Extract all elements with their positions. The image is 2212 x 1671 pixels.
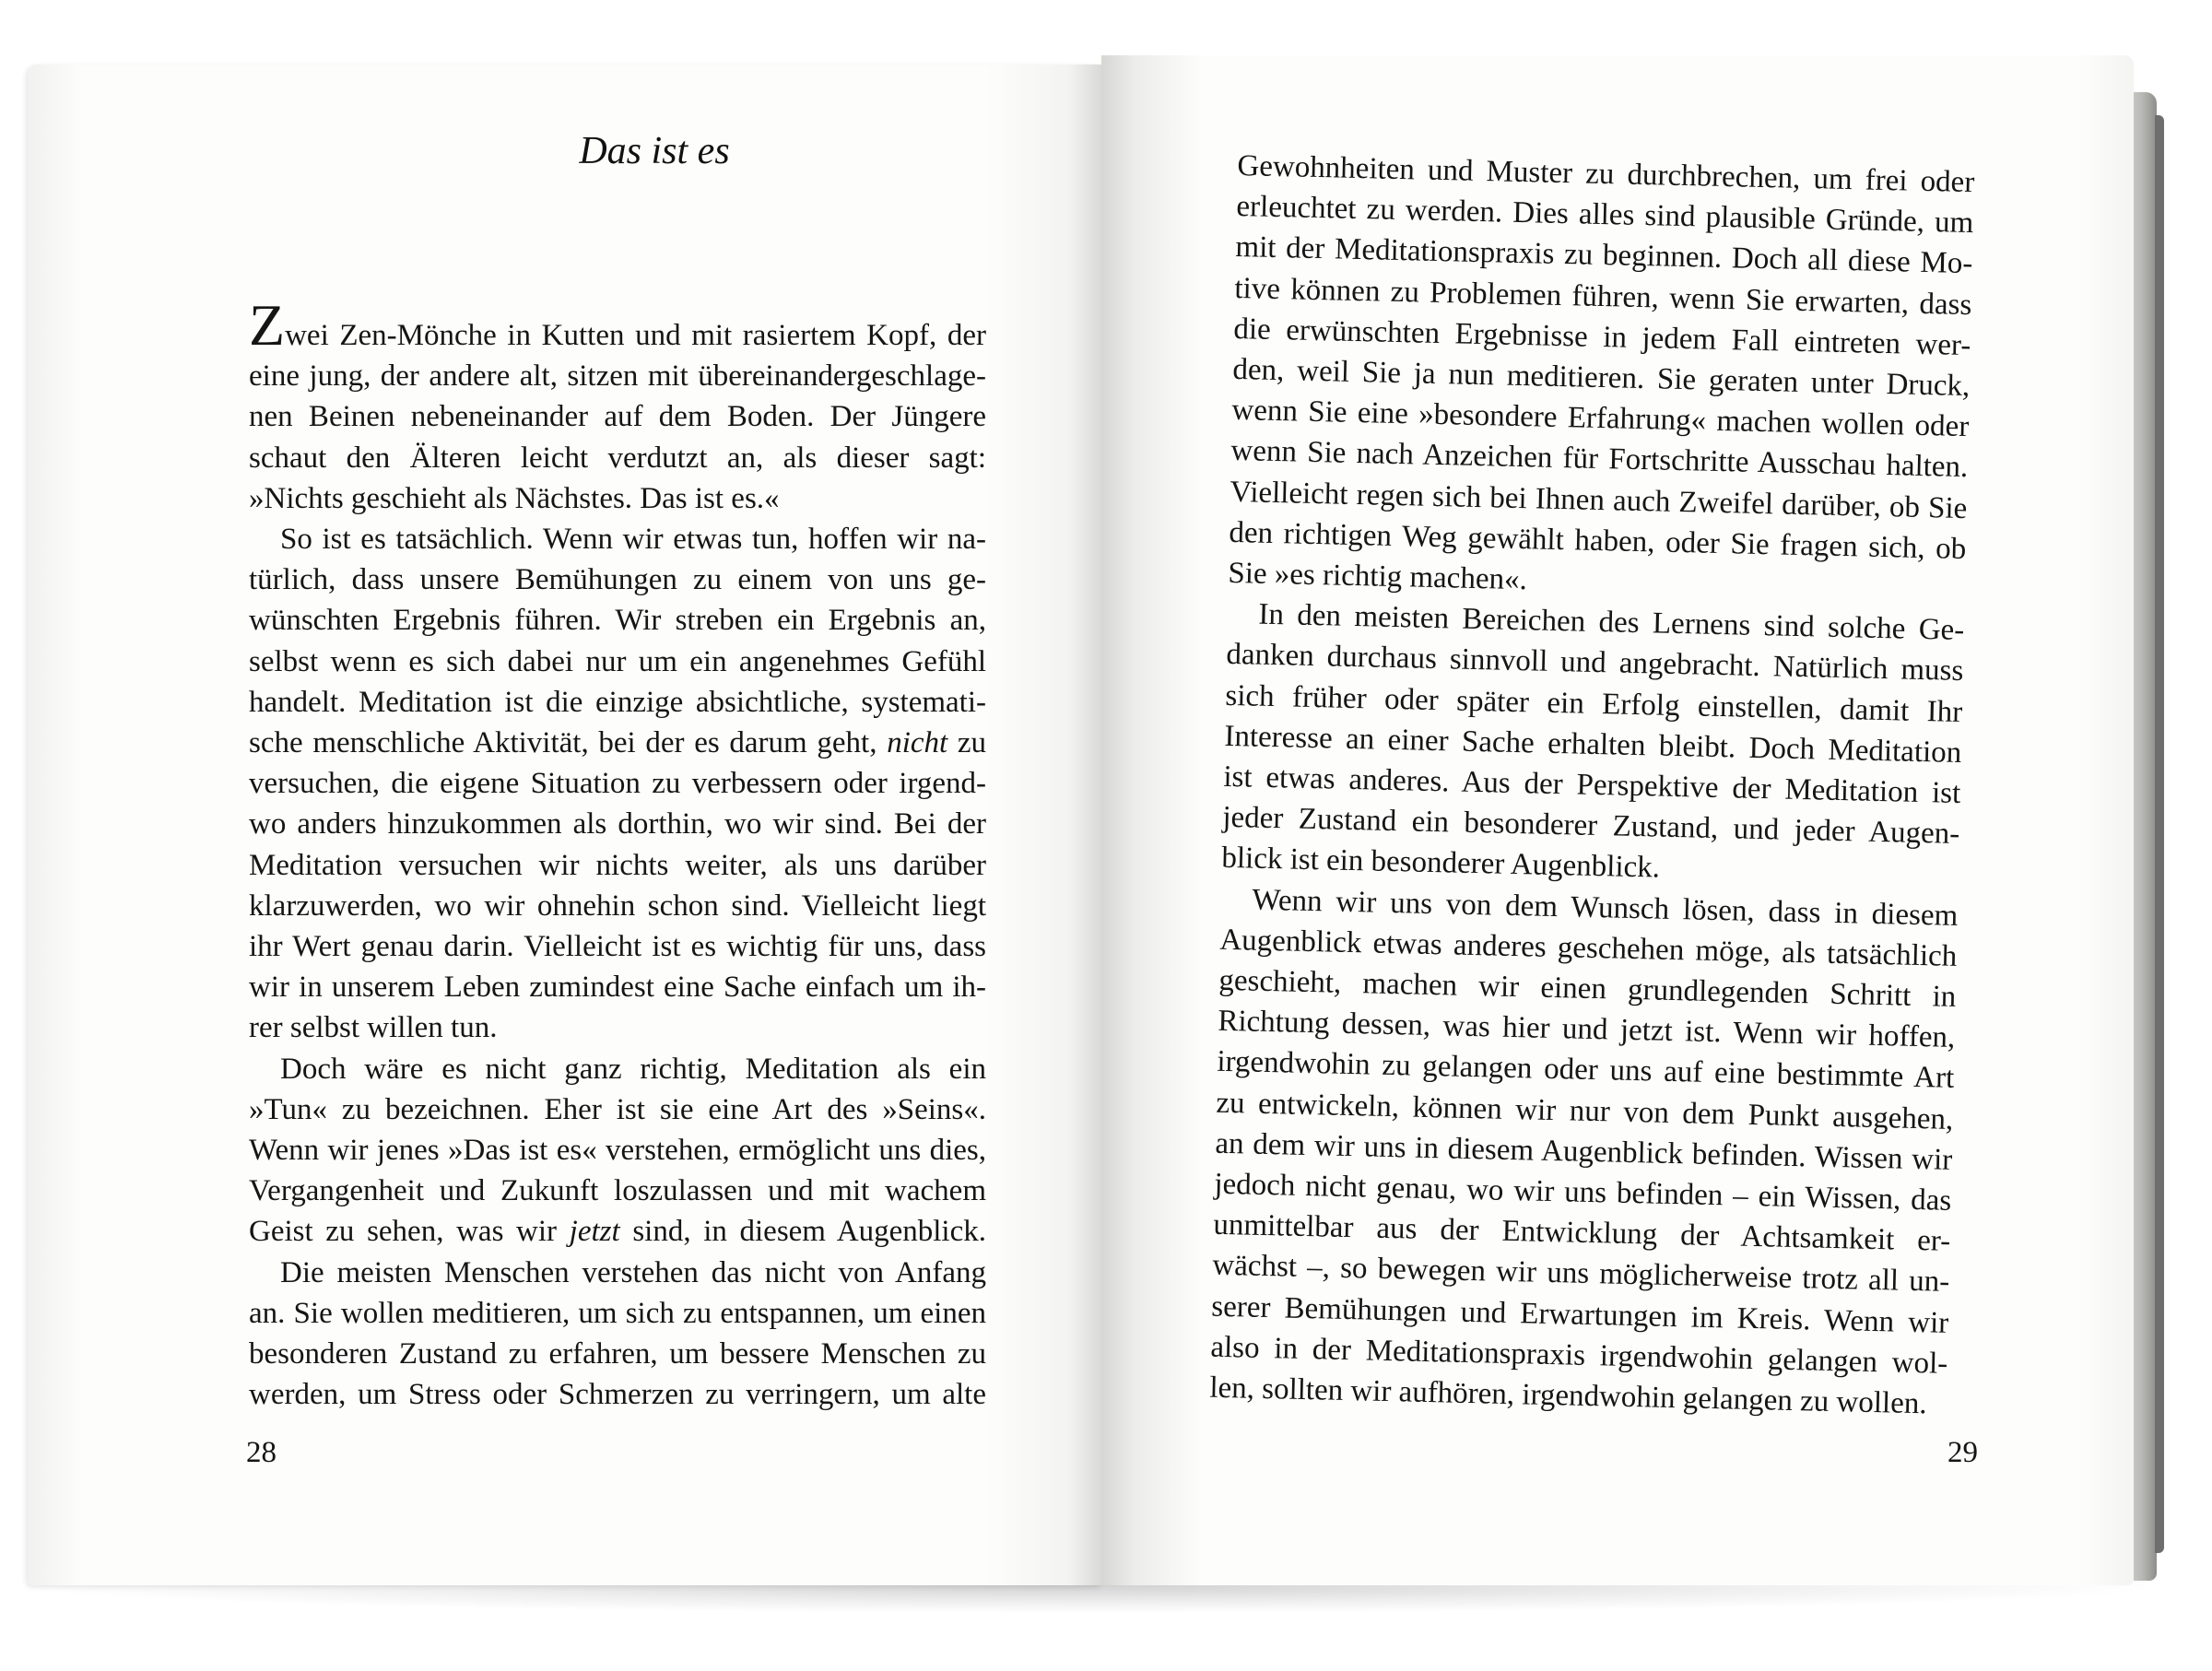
text-line: Wenn wir jenes »Das ist es« verstehen, ermöglicht uns dies, — [249, 1134, 986, 1168]
text-line: Richtung dessen, was hier und jetzt ist. Wenn wir hoffen, — [1218, 1005, 1956, 1055]
text-line: wo anders hinzukommen als dorthin, wo wir sind. Bei der — [249, 807, 986, 841]
text-line: In den meisten Bereichen des Lernens sind solche Ge- — [1258, 597, 1965, 648]
text-line: erleuchtet zu werden. Dies alles sind plausible Gründe, um — [1236, 190, 1974, 241]
text-line: Vergangenheit und Zukunft loszulassen und mit wachem — [249, 1174, 986, 1208]
text-line: Zwei Zen-Mönche in Kutten und mit rasiertem Kopf, der — [249, 292, 986, 358]
text-line: mit der Meditationspraxis zu beginnen. Doch all diese Mo- — [1235, 230, 1973, 281]
text-line: Vielleicht regen sich bei Ihnen auch Zweifel darüber, ob Sie — [1230, 475, 1968, 525]
text-line: an. Sie wollen meditieren, um sich zu entspannen, um einen — [249, 1296, 986, 1330]
left-page-text — [249, 292, 987, 1415]
text-line: Interesse an einer Sache erhalten bleibt. Doch Meditation — [1224, 719, 1962, 770]
text-line: schaut den Älteren leicht verdutzt an, als dieser sagt: — [249, 441, 986, 475]
text-line: Meditation versuchen wir nichts weiter, als uns darüber — [249, 848, 986, 882]
text-line: Gewohnheiten und Muster zu durchbrechen, um frei oder — [1237, 148, 1975, 200]
text-line: ist etwas anderes. Aus der Perspektive der Meditation ist — [1223, 759, 1961, 811]
text-line: Geist zu sehen, was wir jetzt sind, in diesem Augenblick. — [249, 1215, 987, 1249]
text-line: die erwünschten Ergebnisse in jedem Fall eintreten wer- — [1233, 312, 1971, 362]
text-line: zu entwickeln, können wir nur von dem Punkt ausgehen, — [1216, 1086, 1954, 1136]
text-line: wenn Sie eine »besondere Erfahrung« machen wollen oder — [1231, 394, 1970, 444]
text-line: den, weil Sie ja nun meditieren. Sie geraten unter Druck, — [1232, 352, 1971, 404]
page-number-left: 28 — [246, 1436, 276, 1469]
text-line: len, sollten wir aufhören, irgendwohin gelangen zu wollen. — [1209, 1371, 1927, 1421]
text-line: tive können zu Problemen führen, wenn Sie erwarten, dass — [1234, 271, 1972, 322]
text-line: selbst wenn es sich dabei nur um ein angenehmes Gefühl — [249, 644, 986, 678]
text-line: irgendwohin zu gelangen oder uns auf eine bestimmte Art — [1217, 1045, 1955, 1096]
text-line: wir in unserem Leben zumindest eine Sache einfach um ih- — [249, 971, 986, 1005]
chapter-title: Das ist es — [579, 130, 730, 172]
text-line: nen Beinen nebeneinander auf dem Boden. Der Jüngere — [249, 400, 986, 434]
page-number-right: 29 — [1947, 1436, 1978, 1469]
text-line: eine jung, der andere alt, sitzen mit übereinandergeschlage- — [249, 359, 986, 394]
text-line: ihr Wert genau darin. Vielleicht ist es wichtig für uns, dass — [249, 930, 986, 964]
text-line: den richtigen Weg gewählt haben, oder Sie fragen sich, ob — [1229, 515, 1967, 566]
text-line: wächst –, so bewegen wir uns möglicherweise trotz all un- — [1212, 1249, 1950, 1300]
cover-edge — [2155, 115, 2164, 1553]
text-line: handelt. Meditation ist die einzige absichtliche, systemati- — [249, 685, 986, 719]
emphasis: nicht — [887, 726, 948, 760]
text-line: »Nichts geschieht als Nächstes. Das ist es.« — [249, 481, 780, 515]
text-line: klarzuwerden, wo wir ohnehin schon sind. Vielleicht liegt — [249, 888, 986, 923]
emphasis: jetzt — [569, 1215, 620, 1249]
text-line: versuchen, die eigene Situation zu verbessern oder irgend- — [249, 767, 986, 801]
text-line: sich früher oder später ein Erfolg einstellen, damit Ihr — [1225, 678, 1963, 729]
text-line: Die meisten Menschen verstehen das nicht von Anfang — [280, 1255, 986, 1289]
text-line: jeder Zustand ein besonderer Zustand, und jeder Augen- — [1222, 801, 1960, 852]
text-line: werden, um Stress oder Schmerzen zu verringern, um alte — [249, 1378, 986, 1412]
text-line: unmittelbar aus der Entwicklung der Achtsamkeit er- — [1213, 1207, 1951, 1259]
text-line: Augenblick etwas anderes geschehen möge, als tatsächlich — [1219, 923, 1958, 973]
right-page-text — [1209, 146, 1975, 1425]
text-line: geschieht, machen wir einen grundlegenden Schritt in — [1218, 963, 1957, 1014]
text-line: Doch wäre es nicht ganz richtig, Meditation als ein — [280, 1052, 986, 1086]
text-line: »Tun« zu bezeichnen. Eher ist sie eine Art des »Seins«. — [249, 1092, 986, 1126]
text-line: blick ist ein besonderer Augenblick. — [1221, 841, 1661, 886]
text-line: türlich, dass unsere Bemühungen zu einem von uns ge- — [249, 563, 986, 597]
text-line: serer Bemühungen und Erwartungen im Kreis. Wenn wir — [1211, 1289, 1949, 1340]
text-line: besonderen Zustand zu erfahren, um bessere Menschen zu — [249, 1337, 986, 1371]
text-line: Wenn wir uns von dem Wunsch lösen, dass in diesem — [1252, 883, 1959, 933]
text-line: also in der Meditationspraxis irgendwohin gelangen wol- — [1210, 1330, 1948, 1381]
text-line: wünschten Ergebnis führen. Wir streben ein Ergebnis an, — [249, 604, 986, 638]
text-line: So ist es tatsächlich. Wenn wir etwas tun, hoffen wir na- — [280, 523, 986, 557]
text-line: jedoch nicht genau, wo wir uns befinden – ein Wissen, das — [1214, 1167, 1952, 1218]
text-line: wenn Sie nach Anzeichen für Fortschritte Ausschau halten. — [1230, 434, 1969, 485]
text-line: Sie »es richtig machen«. — [1228, 556, 1528, 597]
text-line: rer selbst willen tun. — [249, 1011, 498, 1045]
text-line: danken durchaus sinnvoll und angebracht. Natürlich muss — [1226, 638, 1964, 688]
drop-cap: Z — [249, 292, 286, 358]
text-line: sche menschliche Aktivität, bei der es darum geht, nicht zu — [249, 726, 987, 760]
text-line: an dem wir uns in diesem Augenblick befinden. Wissen wir — [1215, 1126, 1953, 1177]
